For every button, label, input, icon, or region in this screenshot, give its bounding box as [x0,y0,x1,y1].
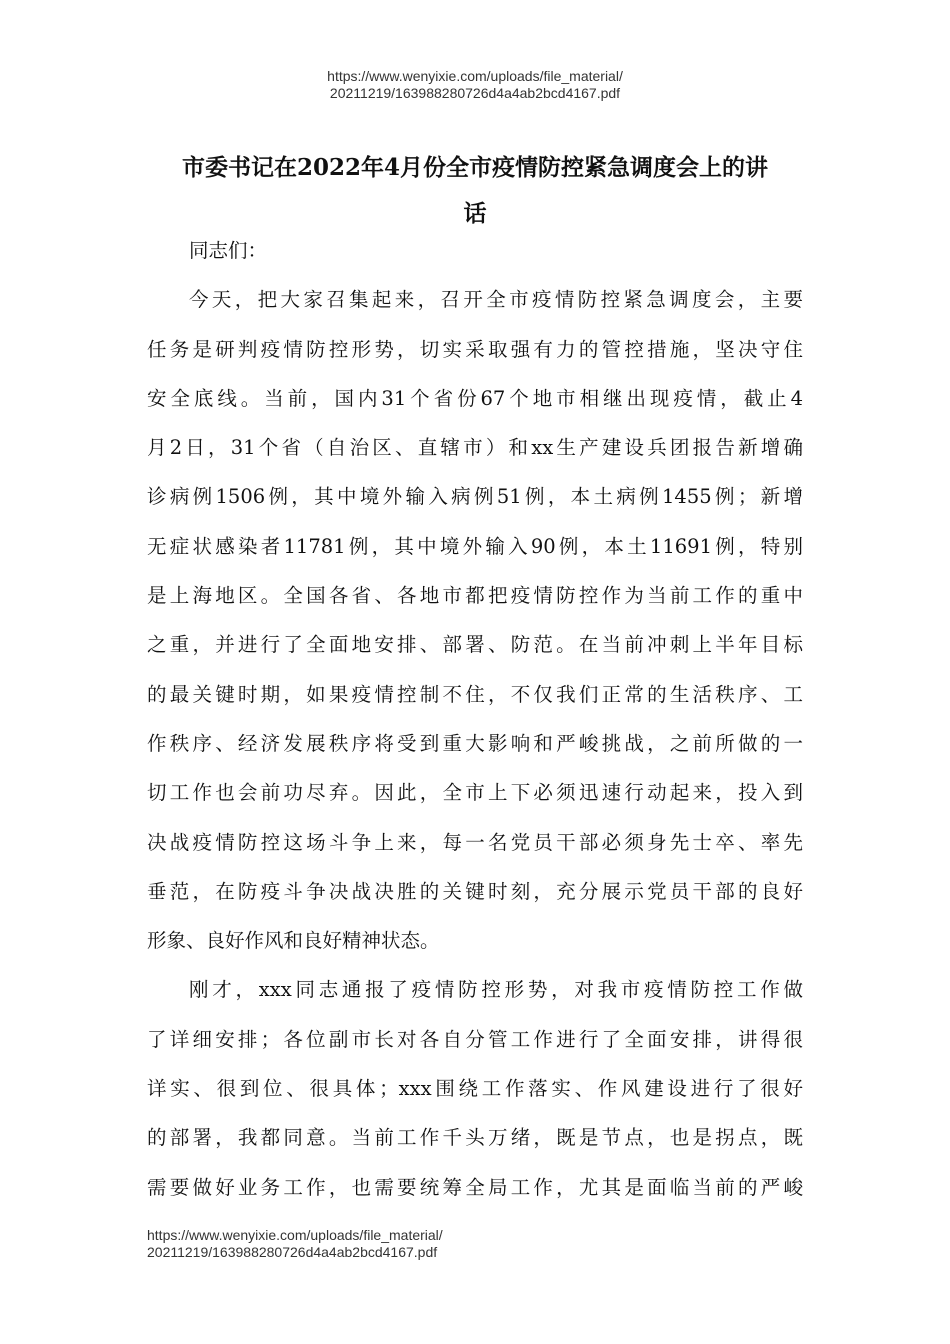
text-line: 切工作也会前功尽弃。因此，全市上下必须迅速行动起来，投入到 [147,781,803,805]
document-body [147,226,803,1212]
header-source-url [0,68,950,102]
header-url-line-2: 20211219/163988280726d4a4ab2bcd4167.pdf [329,85,621,101]
title-line-2: 话 [463,200,487,228]
text-line: 垂范，在防疫斗争决战决胜的关键时刻，充分展示党员干部的良好 [147,879,803,903]
text-line: 了详细安排；各位副市长对各自分管工作进行了全面安排，讲得很 [147,1027,803,1051]
header-url-line-1: https://www.wenyixie.com/uploads/file_material/ [327,68,623,84]
text-line: 决战疫情防控这场斗争上来，每一名党员干部必须身先士卒、率先 [147,830,803,854]
text-line: 月2日，31个省（自治区、直辖市）和xx生产建设兵团报告新增确 [147,436,803,460]
text-line: 无症状感染者11781例，其中境外输入90例，本土11691例，特别 [147,534,803,558]
text-line: 今天，把大家召集起来，召开全市疫情防控紧急调度会，主要 [189,288,803,312]
text-line: 任务是研判疫情防控形势，切实采取强有力的管控措施，坚决守住 [147,337,803,361]
text-line: 的最关键时期，如果疫情控制不住，不仅我们正常的生活秩序、工 [147,682,803,706]
text-line: 之重，并进行了全面地安排、部署、防范。在当前冲刺上半年目标 [147,633,803,657]
text-line: 形象、良好作风和良好精神状态。 [147,929,440,953]
text-line: 安全底线。当前，国内31个省份67个地市相继出现疫情，截止4 [147,386,803,410]
text-line: 需要做好业务工作，也需要统筹全局工作，尤其是面临当前的严峻 [147,1175,803,1199]
text-line: 是上海地区。全国各省、各地市都把疫情防控作为当前工作的重中 [147,584,803,608]
document-title [147,145,803,237]
text-line: 的部署，我都同意。当前工作千头万绪，既是节点，也是拐点，既 [147,1126,803,1150]
text-line: 作秩序、经济发展秩序将受到重大影响和严峻挑战，之前所做的一 [147,731,803,755]
title-line-1: 市委书记在2022年4月份全市疫情防控紧急调度会上的讲 [181,154,769,182]
footer-url-line-1: https://www.wenyixie.com/uploads/file_material/ [147,1227,443,1243]
footer-url-line-2: 20211219/163988280726d4a4ab2bcd4167.pdf [147,1244,438,1260]
footer-source-url [147,1227,443,1261]
text-line: 刚才，xxx同志通报了疫情防控形势，对我市疫情防控工作做 [189,978,803,1002]
text-line: 诊病例1506例，其中境外输入病例51例，本土病例1455例；新增 [147,485,803,509]
salutation: 同志们： [189,239,268,262]
text-line: 详实、很到位、很具体；xxx围绕工作落实、作风建设进行了很好 [147,1077,803,1101]
